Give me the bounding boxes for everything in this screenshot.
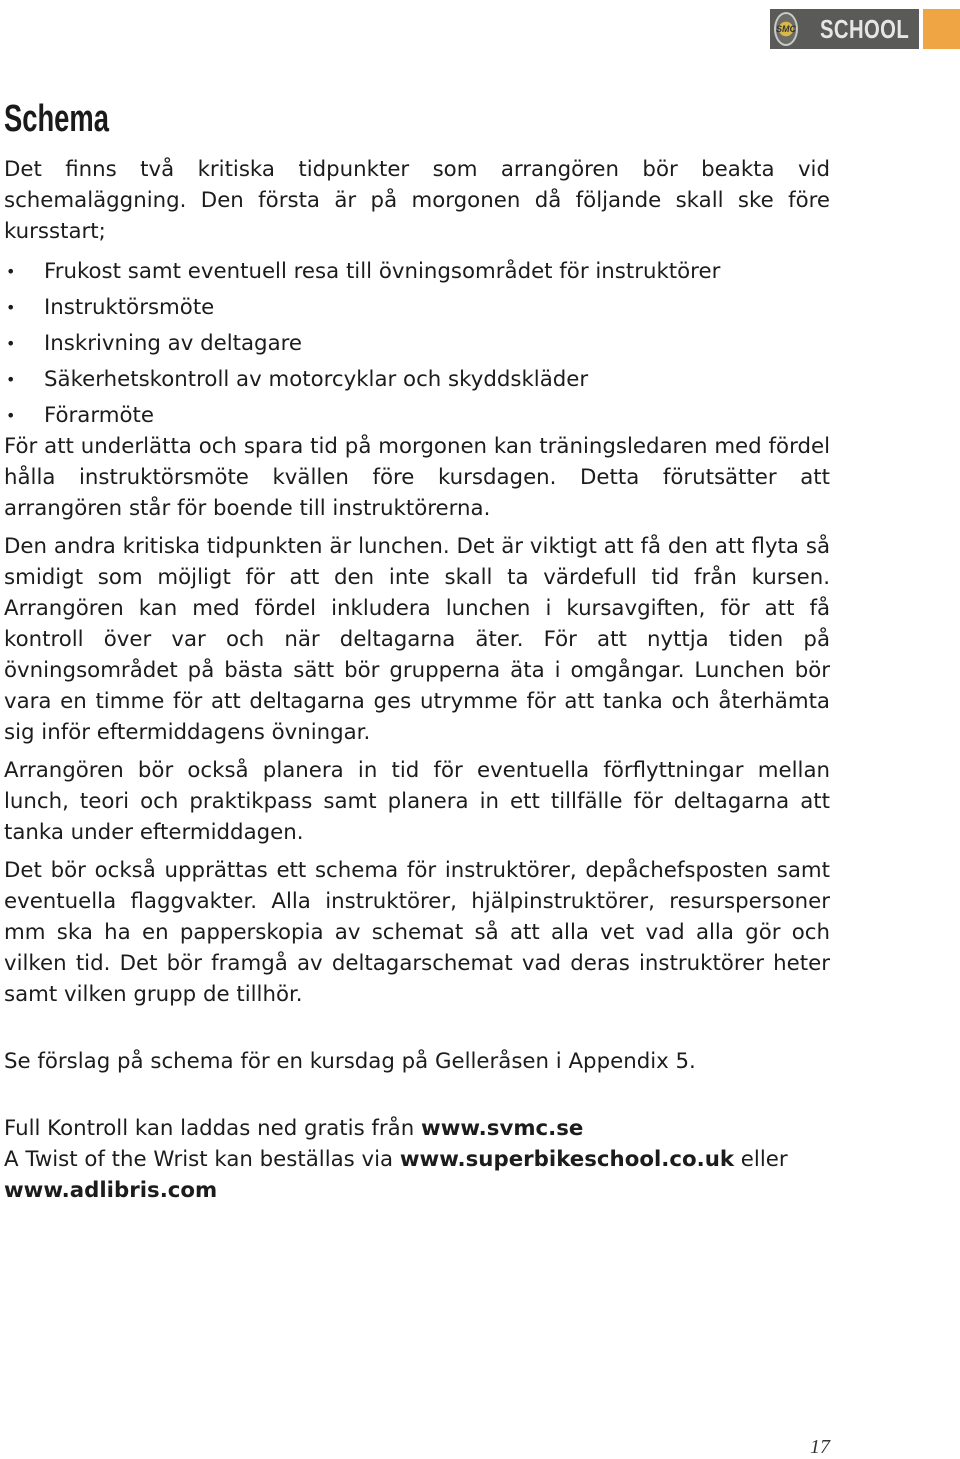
bullet-icon: • <box>6 370 16 389</box>
svmc-link[interactable]: www.svmc.se <box>421 1116 584 1141</box>
superbikeschool-link[interactable]: www.superbikeschool.co.uk <box>399 1147 735 1172</box>
list-item: • Säkerhetskontroll av motorcyklar och skyddskläder <box>4 362 830 398</box>
paragraph-morning: För att underlätta och spara tid på morgonen kan träningsledaren med fördel hålla instruktörsmöte kvällen före kursdagen. Detta förutsätter att arrangören står för boende till instruktörerna. <box>4 434 830 521</box>
badge-dark-panel <box>770 9 919 49</box>
paragraph-afternoon: Arrangören bör också planera in tid för eventuella förflyttningar mellan lunch, teori och praktikpass samt planera in ett tillfälle för deltagarna att tanka under eftermiddagen. <box>4 758 830 845</box>
paragraph-lunch: Den andra kritiska tidpunkten är lunchen. Det är viktigt att få den att flyta så smidigt som möjligt för att den inte skall ta värdefull tid från kursen. Arrangören kan med fördel inkludera lunchen i kursavgiften, för att få kontroll över var och när deltagarna äter. För att nyttja tiden på övningsområdet på bästa sätt bör grupperna äta i omgångar. Lunchen bör vara en timme för att deltagarna ges utrymme för att tanka och återhämta sig inför eftermiddagens övningar. <box>4 534 830 745</box>
badge-label: SCHOOL <box>820 13 910 44</box>
resource-line-2: A Twist of the Wrist kan beställas via www.superbikeschool.co.uk eller www.adlibris.com <box>4 1147 788 1203</box>
intro-paragraph: Det finns två kritiska tidpunkter som arrangören bör beakta vid schemaläggning. Den första är på morgonen då följande skall ske före kursstart; <box>4 157 830 244</box>
smc-logo: SMC <box>774 12 798 46</box>
adlibris-link[interactable]: www.adlibris.com <box>4 1178 218 1203</box>
bullet-icon: • <box>6 334 16 353</box>
paragraph-staff-schedule: Det bör också upprättas ett schema för instruktörer, depåchefsposten samt eventuella flaggvakter. Alla instruktörer, hjälpinstruktörer, resurspersoner mm ska ha en papperskopia av schemat så att alla vet vad alla gör och vilken tid. Det bör framgå av deltagarschemat vad deras instruktörer heter samt vilken grupp de tillhör. <box>4 858 830 1007</box>
main-content <box>4 154 830 1206</box>
list-item: • Instruktörsmöte <box>4 290 830 326</box>
resource-line-1: Full Kontroll kan laddas ned gratis från www.svmc.se <box>4 1116 584 1141</box>
bullet-icon: • <box>6 262 16 281</box>
appendix-note: Se förslag på schema för en kursdag på Gelleråsen i Appendix 5. <box>4 1049 696 1074</box>
page-number: 17 <box>810 1436 830 1458</box>
page-title: Schema <box>4 98 109 140</box>
header-badge <box>770 9 960 49</box>
list-item: • Förarmöte <box>4 398 830 434</box>
bullet-list <box>4 254 830 434</box>
list-item: • Frukost samt eventuell resa till övningsområdet för instruktörer <box>4 254 830 290</box>
bullet-icon: • <box>6 298 16 317</box>
list-item: • Inskrivning av deltagare <box>4 326 830 362</box>
bullet-icon: • <box>6 406 16 425</box>
badge-accent <box>923 9 960 49</box>
